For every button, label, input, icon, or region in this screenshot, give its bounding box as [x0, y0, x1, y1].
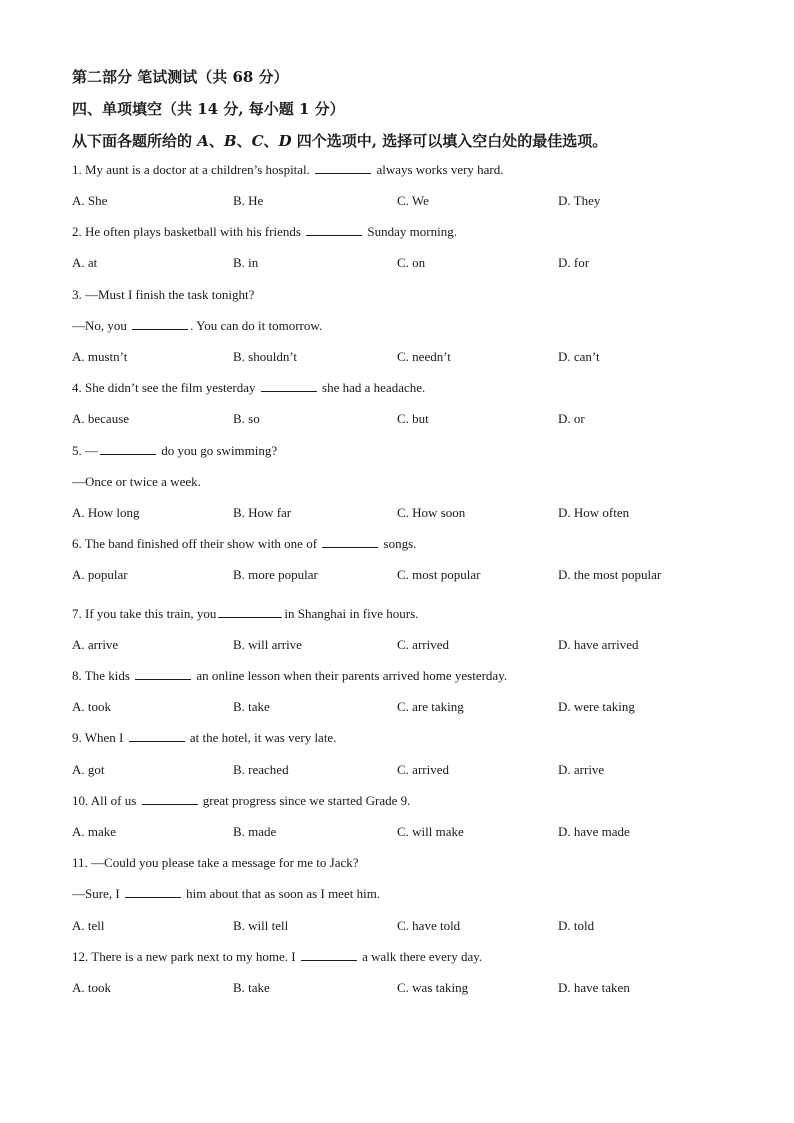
stem-text: 9. When I [72, 730, 127, 745]
option-d: D. How often [558, 505, 630, 520]
option-c: C. but [397, 411, 429, 426]
option-d: D. arrive [558, 762, 605, 777]
option-c: C. arrived [397, 762, 449, 777]
instruction-option-b: B [223, 132, 237, 150]
question-1-options [72, 193, 772, 211]
option-c: C. have told [397, 918, 461, 933]
option-d: D. or [558, 411, 585, 426]
option-c: C. will make [397, 824, 464, 839]
stem-text: an online lesson when their parents arrived home yesterday. [193, 668, 508, 683]
stem-text: him about that as soon as I meet him. [182, 886, 381, 901]
option-b: B. will arrive [233, 637, 302, 652]
instruction-post: 四个选项中, 选择可以填入空白处的最佳选项。 [291, 132, 608, 150]
option-a: A. arrive [72, 637, 119, 652]
option-a: A. How long [72, 505, 140, 520]
option-c: C. on [397, 255, 426, 270]
question-7-stem [72, 606, 418, 622]
option-a: A. because [72, 411, 130, 426]
answer-blank [100, 444, 156, 455]
stem-text: do you go swimming? [158, 443, 278, 458]
option-d: D. have taken [558, 980, 630, 995]
option-b: B. shouldn’t [233, 349, 298, 364]
instruction-sep: 、 [236, 132, 252, 150]
answer-blank [218, 607, 282, 618]
stem-text: in Shanghai in five hours. [284, 606, 419, 621]
question-3-prompt: 3. —Must I finish the task tonight? [72, 287, 255, 302]
answer-blank [315, 163, 371, 174]
question-9-options [72, 762, 772, 780]
option-b: B. will tell [233, 918, 289, 933]
stem-text: 1. My aunt is a doctor at a children’s hospital. [72, 162, 314, 177]
stem-text: Sunday morning. [364, 224, 457, 239]
question-4-stem [72, 380, 425, 396]
question-12-options [72, 980, 772, 998]
option-d: D. for [558, 255, 590, 270]
question-10-stem [72, 793, 410, 809]
option-a: A. got [72, 762, 105, 777]
stem-text: —No, you [72, 318, 131, 333]
part-title: 四、单项填空（共 14 分, 每小题 1 分） [72, 100, 345, 118]
question-2-stem [72, 224, 457, 240]
question-2-options [72, 255, 772, 273]
stem-text: . You can do it tomorrow. [190, 318, 323, 333]
option-c: C. needn’t [397, 349, 451, 364]
question-11-stem [72, 886, 380, 902]
stem-text: 6. The band finished off their show with one of [72, 536, 321, 551]
option-b: B. How far [233, 505, 292, 520]
option-b: B. He [233, 193, 264, 208]
question-6-options [72, 567, 772, 585]
option-d: D. have made [558, 824, 630, 839]
stem-text: 12. There is a new park next to my home. I [72, 949, 299, 964]
stem-text: 5. — [72, 443, 98, 458]
answer-blank [132, 319, 188, 330]
question-11-prompt: 11. —Could you please take a message for me to Jack? [72, 855, 359, 870]
instruction-option-a: A [197, 132, 209, 150]
option-c: C. How soon [397, 505, 466, 520]
instruction-option-c: C [251, 132, 264, 150]
answer-blank [306, 225, 362, 236]
option-d: D. can’t [558, 349, 600, 364]
option-a: A. She [72, 193, 108, 208]
option-a: A. mustn’t [72, 349, 128, 364]
option-c: C. was taking [397, 980, 469, 995]
stem-text: songs. [380, 536, 417, 551]
stem-text: 10. All of us [72, 793, 140, 808]
answer-blank [261, 381, 317, 392]
question-10-options [72, 824, 772, 842]
question-5-options [72, 505, 772, 523]
option-a: A. make [72, 824, 117, 839]
option-b: B. reached [233, 762, 289, 777]
answer-blank [301, 950, 357, 961]
option-b: B. so [233, 411, 260, 426]
stem-text: always works very hard. [373, 162, 504, 177]
question-4-options [72, 411, 772, 429]
stem-text: 8. The kids [72, 668, 134, 683]
question-3-options [72, 349, 772, 367]
option-d: D. have arrived [558, 637, 639, 652]
stem-text: 7. If you take this train, you [72, 606, 217, 621]
option-a: A. tell [72, 918, 105, 933]
question-8-stem [72, 668, 507, 684]
option-d: D. They [558, 193, 601, 208]
option-a: A. took [72, 699, 111, 714]
option-d: D. were taking [558, 699, 635, 714]
option-c: C. most popular [397, 567, 481, 582]
instruction [72, 130, 607, 151]
question-3-stem [72, 318, 322, 334]
question-11-options [72, 918, 772, 936]
option-b: B. made [233, 824, 277, 839]
stem-text: great progress since we started Grade 9. [199, 793, 411, 808]
question-9-stem [72, 730, 336, 746]
instruction-sep: 、 [263, 132, 279, 150]
stem-text: —Sure, I [72, 886, 123, 901]
stem-text: she had a headache. [318, 380, 426, 395]
answer-blank [135, 669, 191, 680]
instruction-pre: 从下面各题所给的 [72, 132, 198, 150]
stem-text: 2. He often plays basketball with his friends [72, 224, 305, 239]
option-b: B. take [233, 980, 270, 995]
question-5-stem [72, 443, 277, 459]
question-7-options [72, 637, 772, 655]
option-a: A. popular [72, 567, 128, 582]
option-a: A. took [72, 980, 111, 995]
instruction-sep: 、 [208, 132, 224, 150]
question-5-reply: —Once or twice a week. [72, 474, 201, 489]
stem-text: a walk there every day. [358, 949, 483, 964]
option-c: C. are taking [397, 699, 464, 714]
answer-blank [129, 731, 185, 742]
answer-blank [125, 887, 181, 898]
question-8-options [72, 699, 772, 717]
option-b: B. in [233, 255, 259, 270]
answer-blank [142, 794, 198, 805]
option-b: B. more popular [233, 567, 318, 582]
question-1-stem [72, 162, 504, 178]
option-d: D. the most popular [558, 567, 662, 582]
stem-text: at the hotel, it was very late. [186, 730, 337, 745]
option-c: C. We [397, 193, 429, 208]
answer-blank [322, 537, 378, 548]
option-c: C. arrived [397, 637, 449, 652]
option-b: B. take [233, 699, 270, 714]
option-a: A. at [72, 255, 98, 270]
question-12-stem [72, 949, 482, 965]
option-d: D. told [558, 918, 595, 933]
section-title: 第二部分 笔试测试（共 68 分） [72, 68, 289, 86]
instruction-option-d: D [278, 132, 292, 150]
stem-text: 4. She didn’t see the film yesterday [72, 380, 259, 395]
question-6-stem [72, 536, 416, 552]
